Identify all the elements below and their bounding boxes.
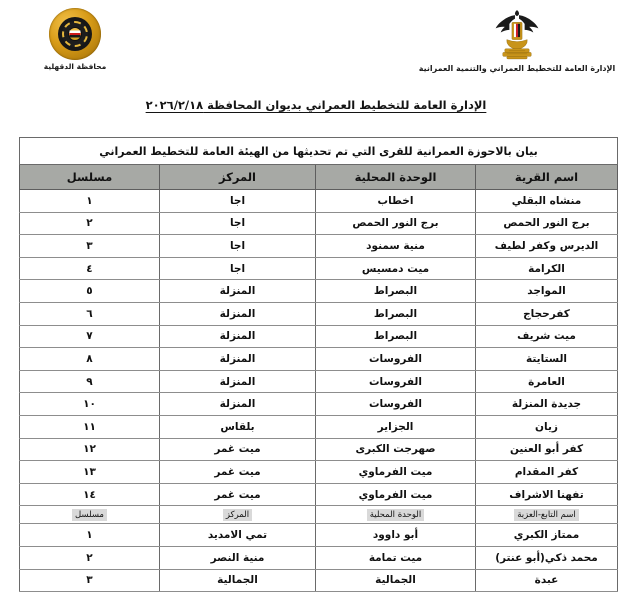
- section-cell-unit: الجمالية: [316, 569, 476, 592]
- cell-serial: ٧: [19, 325, 159, 348]
- left-logo-block: [0, 8, 150, 71]
- table-row: [19, 348, 617, 371]
- cell-serial: ١٣: [19, 461, 159, 484]
- section-column-header-village: [476, 506, 618, 524]
- cell-serial: ٢: [19, 212, 159, 235]
- eagle-of-saladin-icon: [491, 6, 543, 62]
- right-logo-caption: الإدارة العامة للتخطيط العمراني والتنمية العمرانية: [418, 64, 616, 73]
- section-header-label: اسم التابع-العزبة: [514, 509, 579, 521]
- section-cell-unit: أبو داوود: [316, 524, 476, 547]
- section-column-header-serial: [19, 506, 159, 524]
- section-cell-village: ممتاز الكبري: [476, 524, 618, 547]
- report-table: [19, 137, 618, 592]
- section-cell-serial: ١: [19, 524, 159, 547]
- cell-unit: ميت الفرماوي: [316, 483, 476, 506]
- report-table-wrap: [20, 137, 618, 592]
- cell-markaz: المنزلة: [160, 370, 316, 393]
- cell-unit: ميت الفرماوي: [316, 461, 476, 484]
- cell-village: كفرحجاج: [476, 302, 618, 325]
- table-row: [19, 190, 617, 213]
- section-cell-markaz: منية النصر: [160, 546, 316, 569]
- cell-unit: برج النور الحمص: [316, 212, 476, 235]
- section-cell-serial: ٢: [19, 546, 159, 569]
- cell-serial: ٨: [19, 348, 159, 371]
- section-cell-markaz: تمي الامديد: [160, 524, 316, 547]
- section-header-label: الوحدة المحلية: [367, 509, 425, 521]
- table-row: [19, 257, 617, 280]
- cell-unit: الجزاير: [316, 415, 476, 438]
- cell-village: الستايتة: [476, 348, 618, 371]
- cell-serial: ٩: [19, 370, 159, 393]
- table-subtitle-row: [19, 138, 617, 165]
- cell-markaz: المنزلة: [160, 325, 316, 348]
- cell-unit: الفروسات: [316, 370, 476, 393]
- cell-markaz: اجا: [160, 190, 316, 213]
- cell-unit: اخطاب: [316, 190, 476, 213]
- cell-markaz: بلقاس: [160, 415, 316, 438]
- right-logo-block: [402, 6, 632, 74]
- cell-markaz: المنزلة: [160, 393, 316, 416]
- section-header-label: المركز: [223, 509, 252, 521]
- cell-village: ميت شريف: [476, 325, 618, 348]
- cell-markaz: ميت غمر: [160, 438, 316, 461]
- table-row: [19, 370, 617, 393]
- section-column-header-markaz: [160, 506, 316, 524]
- cell-unit: صهرجت الكبرى: [316, 438, 476, 461]
- cell-serial: ١١: [19, 415, 159, 438]
- cell-serial: ١: [19, 190, 159, 213]
- section-cell-unit: ميت تمامة: [316, 546, 476, 569]
- section-cell-serial: ٣: [19, 569, 159, 592]
- table-subtitle: بيان بالاحوزة العمرانية للقرى التي تم تحديثها من الهيئة العامة للتخطيط العمراني: [19, 138, 617, 165]
- cell-unit: ميت دمسيس: [316, 257, 476, 280]
- cell-village: المواجد: [476, 280, 618, 303]
- cell-serial: ٣: [19, 235, 159, 258]
- cell-village: العامرة: [476, 370, 618, 393]
- cell-unit: الفروسات: [316, 393, 476, 416]
- left-logo-caption: محافظة الدقهلية: [43, 62, 107, 71]
- table-row: [19, 280, 617, 303]
- cell-markaz: المنزلة: [160, 302, 316, 325]
- section-cell-markaz: الجمالية: [160, 569, 316, 592]
- section-cell-village: عبدة: [476, 569, 618, 592]
- table-row: [19, 461, 617, 484]
- cell-village: منشاه البقلي: [476, 190, 618, 213]
- cell-serial: ٦: [19, 302, 159, 325]
- cell-markaz: ميت غمر: [160, 483, 316, 506]
- cell-unit: منية سمنود: [316, 235, 476, 258]
- cell-serial: ٤: [19, 257, 159, 280]
- page-header: [0, 0, 632, 98]
- cell-village: الديرس وكفر لطيف: [476, 235, 618, 258]
- cell-markaz: اجا: [160, 257, 316, 280]
- cell-serial: ١٠: [19, 393, 159, 416]
- table-row: [19, 235, 617, 258]
- page-title: الإدارة العامة للتخطيط العمراني بديوان المحافظة ٢٠٢٦/٢/١٨: [145, 98, 487, 112]
- cell-serial: ١٤: [19, 483, 159, 506]
- cell-village: تفهنا الاشراف: [476, 483, 618, 506]
- section-header-label: مسلسل: [72, 509, 107, 521]
- column-header-village: اسم القرية: [476, 165, 618, 190]
- cell-unit: البصراط: [316, 302, 476, 325]
- column-header-unit: الوحدة المحلية: [316, 165, 476, 190]
- cell-markaz: المنزلة: [160, 348, 316, 371]
- table-row: [19, 438, 617, 461]
- cell-village: برج النور الحمص: [476, 212, 618, 235]
- cell-markaz: اجا: [160, 235, 316, 258]
- table-row: [19, 415, 617, 438]
- table-body: [19, 190, 617, 592]
- section-column-header-unit: [316, 506, 476, 524]
- table-row: [19, 325, 617, 348]
- table-row: [19, 569, 617, 592]
- section-cell-village: محمد ذكي(أبو عنتر): [476, 546, 618, 569]
- cell-unit: البصراط: [316, 280, 476, 303]
- cell-markaz: اجا: [160, 212, 316, 235]
- section-header-row: [19, 506, 617, 524]
- table-row: [19, 393, 617, 416]
- column-header-markaz: المركز: [160, 165, 316, 190]
- cell-markaz: ميت غمر: [160, 461, 316, 484]
- cell-unit: البصراط: [316, 325, 476, 348]
- table-row: [19, 483, 617, 506]
- table-row: [19, 546, 617, 569]
- table-row: [19, 524, 617, 547]
- column-header-serial: مسلسل: [19, 165, 159, 190]
- cell-village: كفر المقدام: [476, 461, 618, 484]
- cell-serial: ٥: [19, 280, 159, 303]
- table-row: [19, 212, 617, 235]
- table-row: [19, 302, 617, 325]
- cell-unit: الفروسات: [316, 348, 476, 371]
- cell-markaz: المنزلة: [160, 280, 316, 303]
- governorate-seal-icon: [49, 8, 101, 60]
- table-header-row: [19, 165, 617, 190]
- cell-serial: ١٢: [19, 438, 159, 461]
- cell-village: جديدة المنزلة: [476, 393, 618, 416]
- cell-village: زيان: [476, 415, 618, 438]
- cell-village: كفر أبو العنين: [476, 438, 618, 461]
- cell-village: الكرامة: [476, 257, 618, 280]
